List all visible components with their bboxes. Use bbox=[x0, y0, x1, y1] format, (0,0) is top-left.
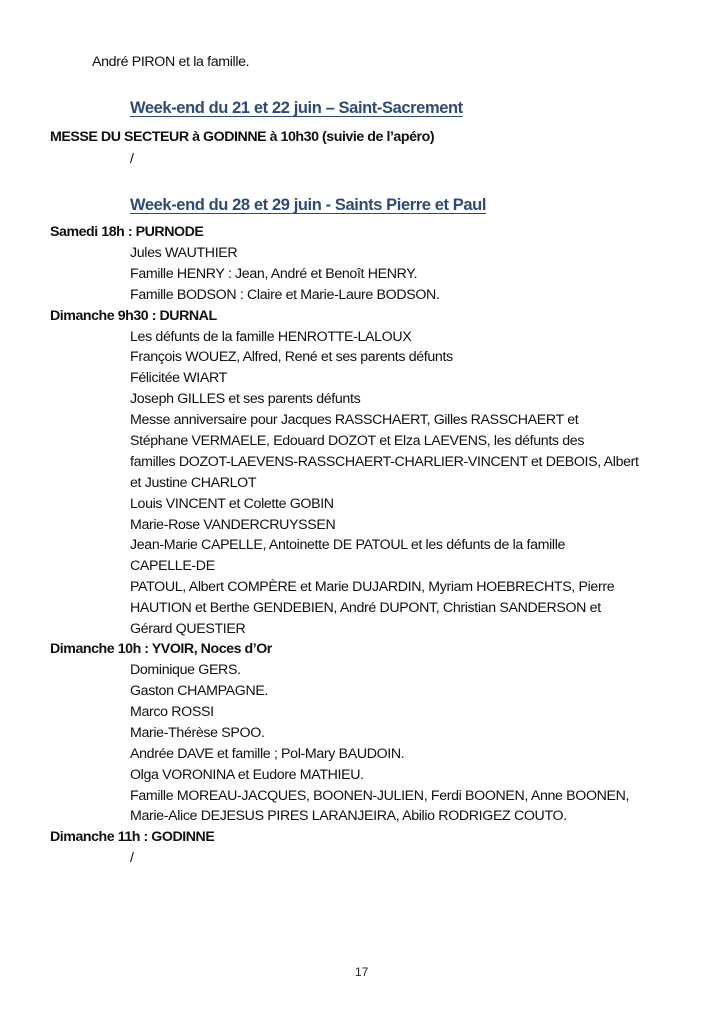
intention-line: Les défunts de la famille HENROTTE-LALOUX bbox=[130, 329, 412, 345]
intention-line: Andrée DAVE et famille ; Pol-Mary BAUDOIN. bbox=[130, 746, 405, 762]
intention-line: Dominique GERS. bbox=[130, 662, 241, 678]
intention-line: Louis VINCENT et Colette GOBIN bbox=[130, 496, 334, 512]
intention-line: Famille HENRY : Jean, André et Benoît HENRY. bbox=[130, 266, 418, 282]
intention-line: Jules WAUTHIER bbox=[130, 245, 238, 261]
intention-line: HAUTION et Berthe GENDEBIEN, André DUPONT, Christian SANDERSON et bbox=[130, 600, 601, 616]
intention-line: Marie-Thérèse SPOO. bbox=[130, 725, 265, 741]
mass-label-yvoir: Dimanche 10h : YVOIR, Noces d’Or bbox=[50, 641, 272, 657]
intention-line: Félicitée WIART bbox=[130, 370, 227, 386]
mass-label-durnal: Dimanche 9h30 : DURNAL bbox=[50, 308, 217, 324]
intention-line: Olga VORONINA et Eudore MATHIEU. bbox=[130, 767, 364, 783]
intention-line: / bbox=[130, 850, 134, 866]
intention-line: Marco ROSSI bbox=[130, 704, 214, 720]
secteur-mass-note: MESSE DU SECTEUR à GODINNE à 10h30 (suivie de l’apéro) bbox=[50, 129, 435, 145]
intention-line: Joseph GILLES et ses parents défunts bbox=[130, 391, 361, 407]
intention-line: Marie-Alice DEJESUS PIRES LARANJEIRA, Abilio RODRIGEZ COUTO. bbox=[130, 808, 567, 824]
intention-line: Famille MOREAU-JACQUES, BOONEN-JULIEN, Ferdi BOONEN, Anne BOONEN, bbox=[130, 788, 630, 804]
mass-label-godinne: Dimanche 11h : GODINNE bbox=[50, 829, 215, 845]
intention-line: Stéphane VERMAELE, Edouard DOZOT et Elza LAEVENS, les défunts des bbox=[130, 433, 585, 449]
intention-line: Marie-Rose VANDERCRUYSSEN bbox=[130, 517, 336, 533]
intention-line: François WOUEZ, Alfred, René et ses parents défunts bbox=[130, 349, 453, 365]
intention-line: Gaston CHAMPAGNE. bbox=[130, 683, 269, 699]
intention-line: Messe anniversaire pour Jacques RASSCHAERT, Gilles RASSCHAERT et bbox=[130, 412, 579, 428]
intention-line: familles DOZOT-LAEVENS-RASSCHAERT-CHARLIER-VINCENT et DEBOIS, Albert bbox=[130, 454, 639, 470]
intention-line: CAPELLE-DE bbox=[130, 558, 215, 574]
secteur-mass-value: / bbox=[130, 151, 134, 167]
mass-label-purnode: Samedi 18h : PURNODE bbox=[50, 224, 204, 240]
section-heading-saint-sacrement: Week-end du 21 et 22 juin – Saint-Sacrement bbox=[130, 99, 463, 117]
intention-line: Famille BODSON : Claire et Marie-Laure BODSON. bbox=[130, 287, 440, 303]
intro-line: André PIRON et la famille. bbox=[92, 54, 250, 70]
intention-line: PATOUL, Albert COMPÈRE et Marie DUJARDIN, Myriam HOEBRECHTS, Pierre bbox=[130, 579, 615, 595]
intention-line: Jean-Marie CAPELLE, Antoinette DE PATOUL et les défunts de la famille bbox=[130, 537, 566, 553]
intention-line: Gérard QUESTIER bbox=[130, 621, 246, 637]
section-heading-pierre-paul: Week-end du 28 et 29 juin - Saints Pierre et Paul bbox=[130, 196, 487, 214]
intention-line: et Justine CHARLOT bbox=[130, 475, 257, 491]
page-number: 17 bbox=[355, 965, 369, 979]
